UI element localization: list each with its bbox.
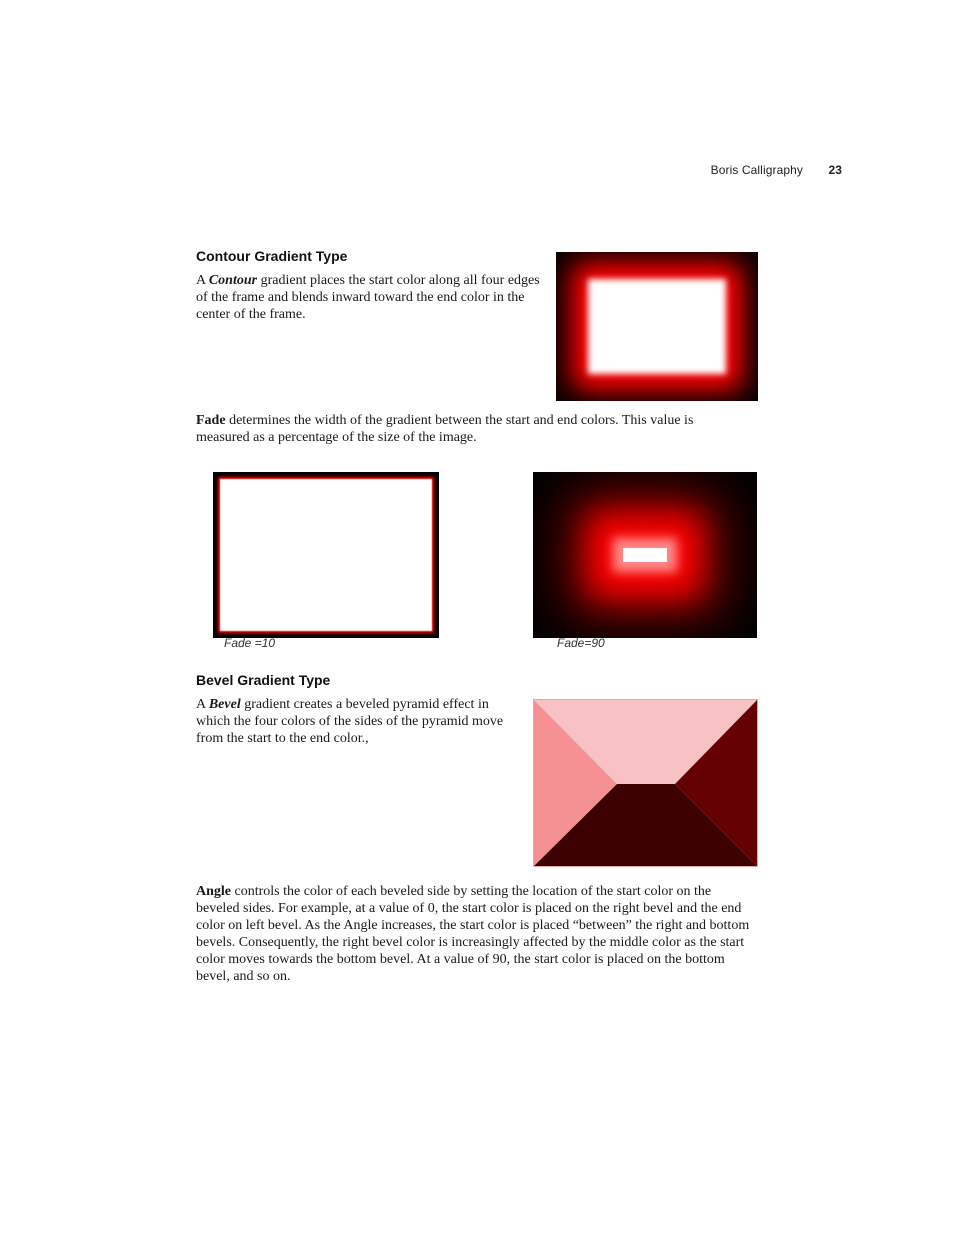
fade-term: Fade — [196, 413, 226, 428]
contour-gradient-figure — [556, 252, 758, 401]
fade-10-figure — [213, 472, 439, 638]
fade-paragraph — [196, 412, 721, 446]
fade-10-caption: Fade =10 — [224, 636, 276, 650]
page-number: 23 — [828, 163, 842, 177]
angle-term: Angle — [196, 884, 231, 899]
fade-90-caption: Fade=90 — [557, 636, 605, 650]
bevel-intro-before: A — [196, 697, 209, 712]
bevel-term: Bevel — [208, 697, 241, 712]
bevel-intro-after: gradient creates a beveled pyramid effect in which the four colors of the sides of the pyramid move from the start to the end color., — [196, 697, 504, 746]
bevel-gradient-figure — [533, 699, 758, 867]
contour-intro-before: A — [196, 273, 209, 288]
running-header — [711, 163, 842, 177]
angle-description: controls the color of each beveled side by setting the location of the start color on the beveled sides. For example, at a value of 0, the start color is placed on the right bevel and the end color on left bevel. As the Angle increases, the start color is placed “between” the right and bottom bevels. Consequently, the right bevel color is increasingly affected by the middle color as the start color moves towards the bottom bevel. At a value of 90, the start color is placed on the bottom bevel, and so on. — [196, 884, 750, 984]
contour-heading: Contour Gradient Type — [196, 248, 348, 264]
bevel-intro-paragraph — [196, 696, 514, 747]
fade-description: determines the width of the gradient between the start and end colors. This value is measured as a percentage of the size of the image. — [196, 413, 694, 445]
bevel-heading: Bevel Gradient Type — [196, 672, 331, 688]
fade-10-center — [221, 480, 431, 630]
contour-gradient-center — [594, 285, 720, 368]
angle-paragraph — [196, 883, 758, 985]
contour-term: Contour — [208, 273, 258, 288]
fade-90-center — [623, 548, 667, 562]
contour-intro-after: gradient places the start color along all four edges of the frame and blends inward toward the end color in the center of the frame. — [196, 273, 540, 322]
contour-intro-paragraph — [196, 272, 541, 323]
fade-90-figure — [533, 472, 757, 638]
book-title: Boris Calligraphy — [710, 163, 803, 177]
bevel-pyramid-graphic — [533, 699, 758, 867]
